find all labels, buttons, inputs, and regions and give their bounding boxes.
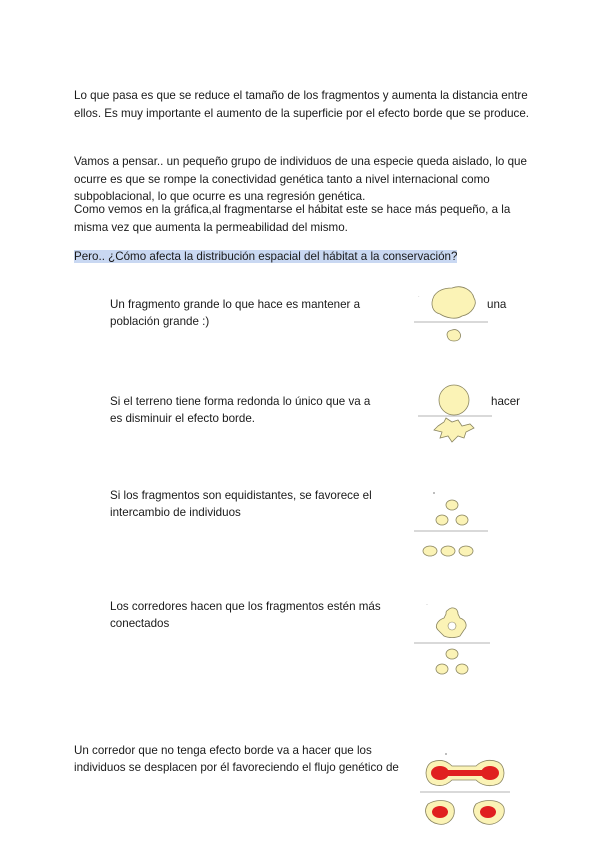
figure-corridor-edge-effect	[418, 748, 514, 834]
fragment-shape	[459, 546, 473, 556]
paragraph-graph-note: Como vemos en la gráfica,al fragmentarse el hábitat este se hace más pequeño, a la misma vez que aumenta la permeabilidad del mismo.	[74, 203, 511, 234]
figure-round-vs-irregular	[416, 378, 496, 448]
fragment-core-left	[432, 806, 448, 818]
large-fragment-shape	[432, 287, 475, 318]
figure-label-mark	[433, 492, 435, 494]
row-corridors-text: Los corredores hacen que los fragmentos estén más conectados	[110, 600, 381, 630]
fragment-shape	[456, 515, 468, 525]
paragraph-genetic-isolation: Vamos a pensar.. un pequeño grupo de individuos de una especie queda aislado, lo que ocurre es que se rompe la conectividad genética tanto a nivel internacional como subpoblacional, lo que ocurre es una regresión genética.	[74, 155, 527, 203]
figure-label-mark: ·	[426, 602, 428, 608]
question-line	[74, 248, 534, 266]
fragment-shape	[446, 500, 458, 510]
figure-equidistant-fragments	[412, 485, 492, 565]
fragment-shape	[423, 546, 437, 556]
row-round-shape-side-word: hacer	[491, 395, 521, 408]
small-fragment-shape	[447, 330, 460, 341]
fragment-shape	[436, 664, 448, 674]
paragraph-corridor-gene-flow: Un corredor que no tenga efecto borde va a hacer que los individuos se desplacen por él favoreciendo el flujo genético de	[74, 744, 399, 774]
irregular-fragment-shape	[434, 418, 474, 442]
row-large-fragment-side-word: una	[487, 298, 507, 311]
round-fragment-shape	[439, 385, 469, 415]
fragment-shape	[456, 664, 468, 674]
row-equidistant-text: Si los fragmentos son equidistantes, se favorece el intercambio de individuos	[110, 489, 372, 519]
fragment-shape	[436, 515, 448, 525]
fragment-shape	[441, 546, 455, 556]
figure-label-mark	[445, 753, 447, 755]
row-round-shape-text: Si el terreno tiene forma redonda lo único que va a es disminuir el efecto borde.	[110, 395, 371, 425]
fragment-core-right	[480, 806, 496, 818]
fragment-shape	[446, 649, 458, 659]
question-highlight: Pero.. ¿Cómo afecta la distribución espacial del hábitat a la conservación?	[74, 250, 458, 263]
row-large-fragment-text: Un fragmento grande lo que hace es mantener a población grande :)	[110, 298, 361, 328]
figure-label-mark: ·	[418, 294, 420, 300]
figure-corridor-connected-fragments	[412, 596, 494, 682]
corridor-core-link	[446, 770, 484, 776]
paragraph-fragment-size: Lo que pasa es que se reduce el tamaño de los fragmentos y aumenta la distancia entre ellos. Es muy importante el aumento de la superficie por el efecto borde que se produce.	[74, 89, 529, 120]
figure-large-vs-small-fragment	[412, 280, 492, 350]
corridor-gap	[448, 622, 456, 630]
